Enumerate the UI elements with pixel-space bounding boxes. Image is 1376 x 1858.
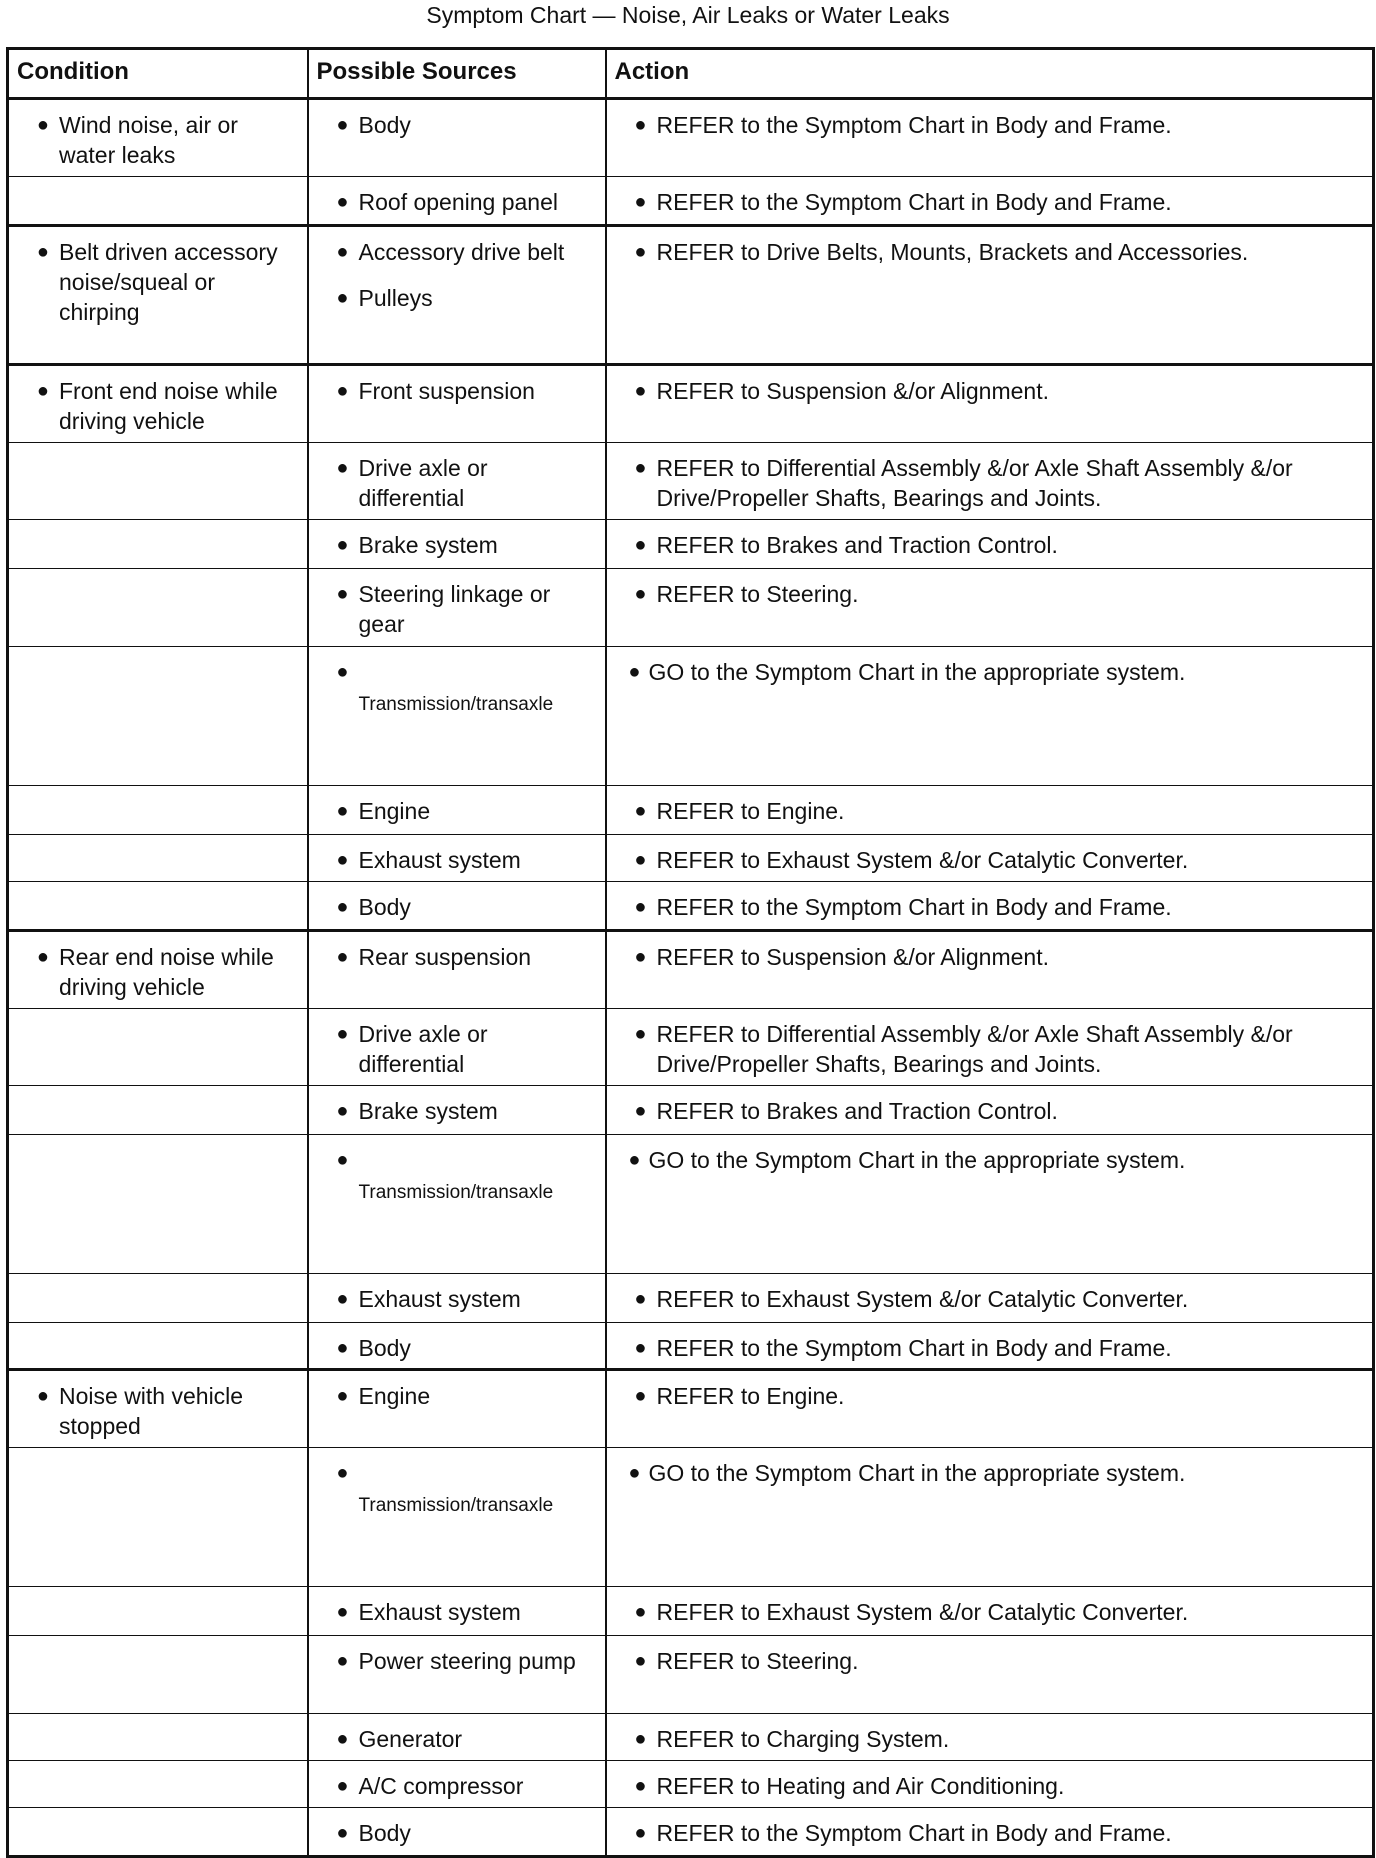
bullet-icon [9, 110, 59, 170]
bullet-icon [309, 1771, 359, 1801]
bullet-icon [607, 1597, 657, 1627]
bullet-icon [309, 1145, 359, 1205]
source-cell [308, 569, 606, 647]
table-row [8, 1274, 1374, 1323]
bullet-icon [309, 530, 359, 560]
table-row [8, 226, 1374, 365]
table-row [8, 647, 1374, 786]
condition-cell [8, 1274, 308, 1323]
bullet-icon [9, 237, 59, 327]
action-item: ● REFER to Steering. [607, 579, 1365, 609]
action-item: ● REFER to Brakes and Traction Control. [607, 1096, 1365, 1126]
source-item: ● Body [309, 110, 597, 140]
action-item: ● REFER to the Symptom Chart in Body and Frame. [607, 1818, 1365, 1848]
condition-cell [8, 365, 308, 443]
action-item: ● REFER to Brakes and Traction Control. [607, 530, 1365, 560]
source-cell [308, 443, 606, 520]
source-cell [308, 1636, 606, 1714]
action-item: ● REFER to Exhaust System &/or Catalytic Converter. [607, 1597, 1365, 1627]
header-row [8, 49, 1374, 99]
bullet-icon [309, 1096, 359, 1126]
action-cell [606, 226, 1374, 365]
source-cell [308, 1448, 606, 1587]
table-row [8, 1323, 1374, 1370]
bullet-icon [607, 892, 657, 922]
condition-cell [8, 177, 308, 226]
condition-cell [8, 1135, 308, 1274]
source-item: ● Engine [309, 796, 597, 826]
table-row [8, 177, 1374, 226]
source-cell [308, 786, 606, 835]
action-cell [606, 177, 1374, 226]
condition-cell [8, 443, 308, 520]
action-item: ● REFER to Engine. [607, 796, 1365, 826]
bullet-icon [607, 845, 657, 875]
action-item: ● GO to the Symptom Chart in the appropriate system. [607, 657, 1365, 687]
action-cell [606, 1761, 1374, 1808]
condition-item: ● Rear end noise while driving vehicle [9, 942, 299, 1002]
action-item: ● REFER to Drive Belts, Mounts, Brackets and Accessories. [607, 237, 1365, 267]
condition-cell [8, 520, 308, 569]
source-cell [308, 1587, 606, 1636]
condition-cell [8, 1636, 308, 1714]
condition-cell [8, 835, 308, 882]
condition-item: ● Front end noise while driving vehicle [9, 376, 299, 436]
condition-cell [8, 1370, 308, 1448]
source-cell [308, 1714, 606, 1761]
condition-cell [8, 1086, 308, 1135]
header-condition: Condition [8, 49, 308, 99]
action-cell [606, 1448, 1374, 1587]
action-item: ● REFER to Suspension &/or Alignment. [607, 376, 1365, 406]
source-item: ● Drive axle or differential [309, 453, 597, 513]
action-cell [606, 99, 1374, 177]
table-row [8, 365, 1374, 443]
table-row [8, 1761, 1374, 1808]
bullet-icon [607, 1771, 657, 1801]
action-item: ● REFER to Exhaust System &/or Catalytic Converter. [607, 1284, 1365, 1314]
bullet-icon [607, 187, 657, 217]
bullet-icon [607, 1145, 649, 1175]
table-row [8, 1135, 1374, 1274]
action-cell [606, 835, 1374, 882]
action-cell [606, 1274, 1374, 1323]
bullet-icon [607, 796, 657, 826]
bullet-icon [309, 283, 359, 313]
bullet-icon [309, 1646, 359, 1676]
action-item: ● REFER to Charging System. [607, 1724, 1365, 1754]
bullet-icon [309, 187, 359, 217]
bullet-icon [607, 657, 649, 687]
action-cell [606, 786, 1374, 835]
source-item: ● Brake system [309, 1096, 597, 1126]
action-cell [606, 569, 1374, 647]
action-item: ● REFER to Steering. [607, 1646, 1365, 1676]
table-row [8, 520, 1374, 569]
bullet-icon [607, 1646, 657, 1676]
bullet-icon [309, 657, 359, 717]
source-item: ● Power steering pump [309, 1646, 597, 1676]
condition-cell [8, 1808, 308, 1857]
bullet-icon [607, 1333, 657, 1363]
bullet-icon [607, 453, 657, 513]
bullet-icon [607, 1818, 657, 1848]
header-possible-sources: Possible Sources [308, 49, 606, 99]
table-row [8, 1448, 1374, 1587]
table-row [8, 99, 1374, 177]
source-item: ● Pulleys [309, 283, 597, 313]
source-item: ● Exhaust system [309, 845, 597, 875]
condition-item: ● Noise with vehicle stopped [9, 1381, 299, 1441]
source-item: ● Roof opening panel [309, 187, 597, 217]
bullet-icon [309, 942, 359, 972]
bullet-icon [309, 796, 359, 826]
bullet-icon [607, 1284, 657, 1314]
bullet-icon [607, 1019, 657, 1079]
action-item: ● REFER to Differential Assembly &/or Axle Shaft Assembly &/or Drive/Propeller Shafts, Bearings and Joints. [607, 1019, 1365, 1079]
source-cell [308, 1274, 606, 1323]
bullet-icon [607, 1096, 657, 1126]
condition-cell [8, 1761, 308, 1808]
source-cell [308, 1323, 606, 1370]
source-item: ● Accessory drive belt [309, 237, 597, 267]
bullet-icon [309, 1724, 359, 1754]
source-cell [308, 99, 606, 177]
source-item: ● Exhaust system [309, 1597, 597, 1627]
bullet-icon [9, 1381, 59, 1441]
source-item: ● Transmission/transaxle [309, 1145, 597, 1205]
action-item: ● REFER to Heating and Air Conditioning. [607, 1771, 1365, 1801]
bullet-icon [309, 579, 359, 639]
condition-cell [8, 569, 308, 647]
action-cell [606, 1009, 1374, 1086]
table-row [8, 882, 1374, 931]
bullet-icon [607, 579, 657, 609]
source-cell [308, 177, 606, 226]
condition-cell [8, 786, 308, 835]
source-item: ● Front suspension [309, 376, 597, 406]
source-cell [308, 1009, 606, 1086]
source-cell [308, 1370, 606, 1448]
action-cell [606, 1808, 1374, 1857]
source-cell [308, 520, 606, 569]
source-item: ● Exhaust system [309, 1284, 597, 1314]
action-item: ● REFER to the Symptom Chart in Body and Frame. [607, 110, 1365, 140]
table-row [8, 1808, 1374, 1857]
condition-item: ● Belt driven accessory noise/squeal or chirping [9, 237, 299, 327]
bullet-icon [309, 1381, 359, 1411]
source-cell [308, 1086, 606, 1135]
bullet-icon [309, 110, 359, 140]
action-cell [606, 1135, 1374, 1274]
bullet-icon [607, 110, 657, 140]
action-cell [606, 1370, 1374, 1448]
bullet-icon [309, 237, 359, 267]
bullet-icon [309, 1333, 359, 1363]
source-cell [308, 365, 606, 443]
action-cell [606, 1323, 1374, 1370]
source-item: ● Transmission/transaxle [309, 1458, 597, 1518]
source-item: ● Body [309, 892, 597, 922]
table-row [8, 1636, 1374, 1714]
header-action: Action [606, 49, 1374, 99]
bullet-icon [309, 892, 359, 922]
symptom-table [6, 47, 1375, 1858]
bullet-icon [9, 376, 59, 436]
condition-cell [8, 1009, 308, 1086]
action-cell [606, 882, 1374, 931]
action-item: ● GO to the Symptom Chart in the appropriate system. [607, 1458, 1365, 1488]
bullet-icon [607, 237, 657, 267]
bullet-icon [607, 530, 657, 560]
source-item: ● Steering linkage or gear [309, 579, 597, 639]
bullet-icon [309, 1019, 359, 1079]
bullet-icon [607, 942, 657, 972]
action-item: ● REFER to Engine. [607, 1381, 1365, 1411]
bullet-icon [607, 1381, 657, 1411]
source-item: ● Brake system [309, 530, 597, 560]
condition-cell [8, 882, 308, 931]
table-row [8, 931, 1374, 1009]
action-cell [606, 520, 1374, 569]
action-cell [606, 365, 1374, 443]
table-row [8, 1587, 1374, 1636]
condition-item: ● Wind noise, air or water leaks [9, 110, 299, 170]
bullet-icon [309, 1818, 359, 1848]
source-cell [308, 226, 606, 365]
table-row [8, 1370, 1374, 1448]
table-row [8, 835, 1374, 882]
table-row [8, 443, 1374, 520]
condition-cell [8, 226, 308, 365]
source-item: ● Generator [309, 1724, 597, 1754]
condition-cell [8, 99, 308, 177]
source-cell [308, 835, 606, 882]
action-cell [606, 1587, 1374, 1636]
action-item: ● REFER to the Symptom Chart in Body and Frame. [607, 187, 1365, 217]
condition-cell [8, 1323, 308, 1370]
table-row [8, 1009, 1374, 1086]
action-item: ● REFER to Differential Assembly &/or Axle Shaft Assembly &/or Drive/Propeller Shafts, Bearings and Joints. [607, 453, 1365, 513]
action-item: ● REFER to Exhaust System &/or Catalytic Converter. [607, 845, 1365, 875]
source-item: ● Engine [309, 1381, 597, 1411]
source-item: ● Drive axle or differential [309, 1019, 597, 1079]
source-item: ● Body [309, 1818, 597, 1848]
bullet-icon [309, 845, 359, 875]
condition-cell [8, 647, 308, 786]
source-item: ● Body [309, 1333, 597, 1363]
bullet-icon [309, 376, 359, 406]
source-cell [308, 1135, 606, 1274]
action-cell [606, 1636, 1374, 1714]
action-item: ● REFER to the Symptom Chart in Body and Frame. [607, 892, 1365, 922]
bullet-icon [309, 1458, 359, 1518]
bullet-icon [309, 453, 359, 513]
bullet-icon [309, 1284, 359, 1314]
source-cell [308, 1761, 606, 1808]
source-item: ● Rear suspension [309, 942, 597, 972]
bullet-icon [607, 1458, 649, 1488]
bullet-icon [607, 1724, 657, 1754]
table-row [8, 1714, 1374, 1761]
action-item: ● GO to the Symptom Chart in the appropriate system. [607, 1145, 1365, 1175]
action-cell [606, 647, 1374, 786]
action-cell [606, 443, 1374, 520]
source-cell [308, 647, 606, 786]
action-item: ● REFER to Suspension &/or Alignment. [607, 942, 1365, 972]
chart-title: Symptom Chart — Noise, Air Leaks or Water Leaks [426, 2, 950, 28]
action-cell [606, 931, 1374, 1009]
condition-cell [8, 931, 308, 1009]
table-row [8, 1086, 1374, 1135]
bullet-icon [607, 376, 657, 406]
bullet-icon [9, 942, 59, 1002]
table-row [8, 786, 1374, 835]
source-item: ● Transmission/transaxle [309, 657, 597, 717]
action-cell [606, 1086, 1374, 1135]
action-item: ● REFER to the Symptom Chart in Body and Frame. [607, 1333, 1365, 1363]
source-item: ● A/C compressor [309, 1771, 597, 1801]
bullet-icon [309, 1597, 359, 1627]
source-cell [308, 1808, 606, 1857]
source-cell [308, 882, 606, 931]
source-cell [308, 931, 606, 1009]
condition-cell [8, 1587, 308, 1636]
condition-cell [8, 1448, 308, 1587]
table-row [8, 569, 1374, 647]
condition-cell [8, 1714, 308, 1761]
action-cell [606, 1714, 1374, 1761]
